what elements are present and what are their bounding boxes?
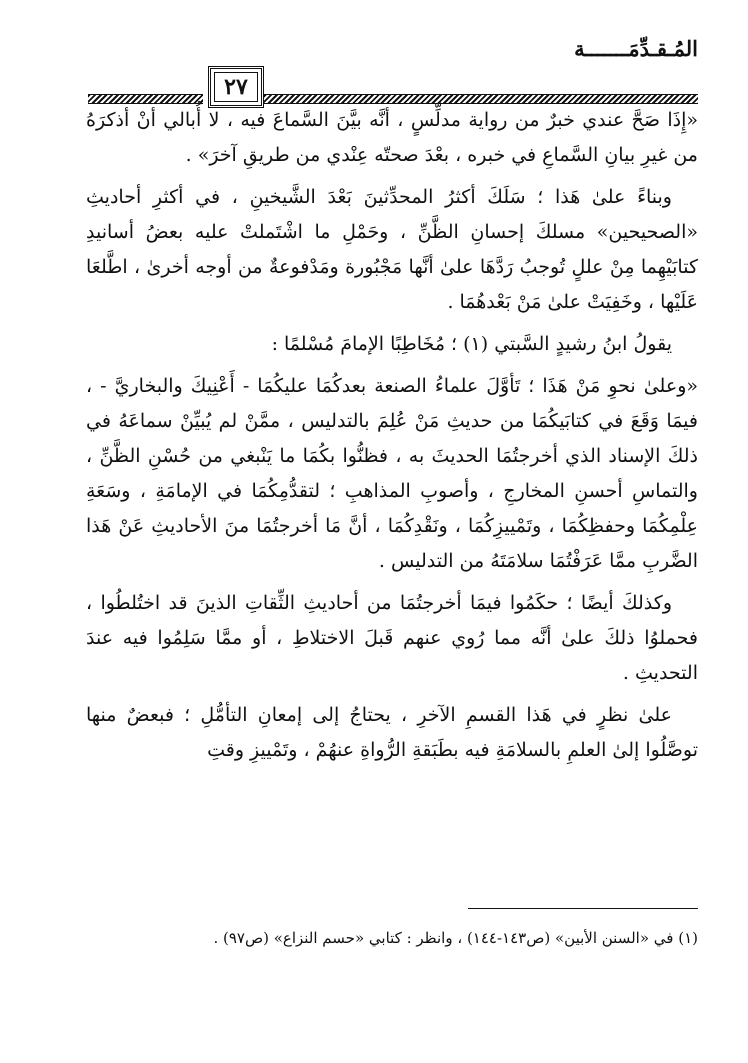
footnote: (١) في «السنن الأبين» (ص١٤٣-١٤٤) ، وانظر : كتابي «حسم النزاع» (ص٩٧) . [213,929,698,947]
paragraph-quote-2: «وعلىٰ نحوِ مَنْ هَذَا ؛ تَأوَّلَ علماءُ الصنعة بعدكُمَا عليكُمَا - أَعْنِيكَ والبخاريَّ - ، فيمَا وَقَعَ في كتابَيكُمَا من حديثِ مَنْ عُلِمَ بالتدليس ، ممَّنْ لم يُبيِّنْ سماعَهُ في ذلكَ الإسناد الذي أخرجتُمَا الحديثَ به ، فظنُّوا بكُمَا ما يَنْبغي من حُسْنِ الظَّنِّ ، والتماسِ أحسنِ المخارجِ ، وأصوبِ المذاهبِ ؛ لتقدُّمِكُمَا في الإمامَةِ ، وسَعَةِ عِلْمِكُمَا وحفظِكُمَا ، وتَمْييزِكُمَا ، ونَقْدِكُمَا ، أنَّ مَا أخرجتُمَا منَ الأحاديثِ عَنْ هَذا الضَّربِ ممَّا عَرَفْتُمَا سلامَتَهُ من التدليس . [86,375,698,572]
paragraph-6: علىٰ نظرٍ في هَذا القسمِ الآخرِ ، يحتاجُ إلى إمعانِ التأمُّلِ ؛ فبعضٌ منها توصَّلُوا إلىٰ العلمِ بالسلامَةِ فيه بطَبَقةِ الرُّواةِ عنهُمْ ، وتَمْييزِ وقتِ [86,704,698,761]
page-header [88,30,698,100]
paragraph-quote-1: «إِذَا صَحَّ عندي خبرٌ من رواية مدلِّسٍ ، أنَّه بيَّنَ السَّماعَ فيه ، لا أُبالي أنْ أذكرَهُ من غيرِ بيانِ السَّماعِ في خبره ، بعْدَ صحتّه عِنْدي من طريقِ آخرَ» . [86,109,698,166]
footnote-separator [468,908,698,909]
paragraph-2: وبناءً علىٰ هَذا ؛ سَلَكَ أكثرُ المحدِّثينَ بَعْدَ الشَّيخينِ ، في أكثرِ أحاديثِ «الصحيحين» مسلكَ إحسانِ الظَّنِّ ، وحَمْلِ ما اشْتَملتْ عليه بعضُ أسانيدِ كتابَيْهِما مِنْ عللٍ تُوجبُ رَدَّهَا علىٰ أنَّها مَجْبُورة ومَدْفوعةٌ من أوجه أخرىٰ ، اطَّلعَا عَلَيْها ، وخَفِيَتْ علىٰ مَنْ بَعْدهُمَا . [86,186,698,313]
paragraph-5: وكذلكَ أيضًا ؛ حكَمُوا فيمَا أخرجتُمَا من أحاديثِ الثِّقاتِ الذينَ قد اختُلطُوا ، فحملوُا ذلكَ علىٰ أنَّه مما رُوي عنهم قَبلَ الاختلاطِ ، أو ممَّا سَلِمُوا فيه عندَ التحديثِ . [86,592,698,684]
page-number-box [208,66,264,108]
paragraph-3: يقولُ ابنُ رشيدٍ السَّبتي (١) ؛ مُخَاطِبًا الإمامَ مُسْلمًا : [271,333,672,355]
body-text [86,103,698,768]
page-number: ٢٧ [224,74,248,100]
running-title: المُـقـدِّمَـــــــة [574,36,698,61]
